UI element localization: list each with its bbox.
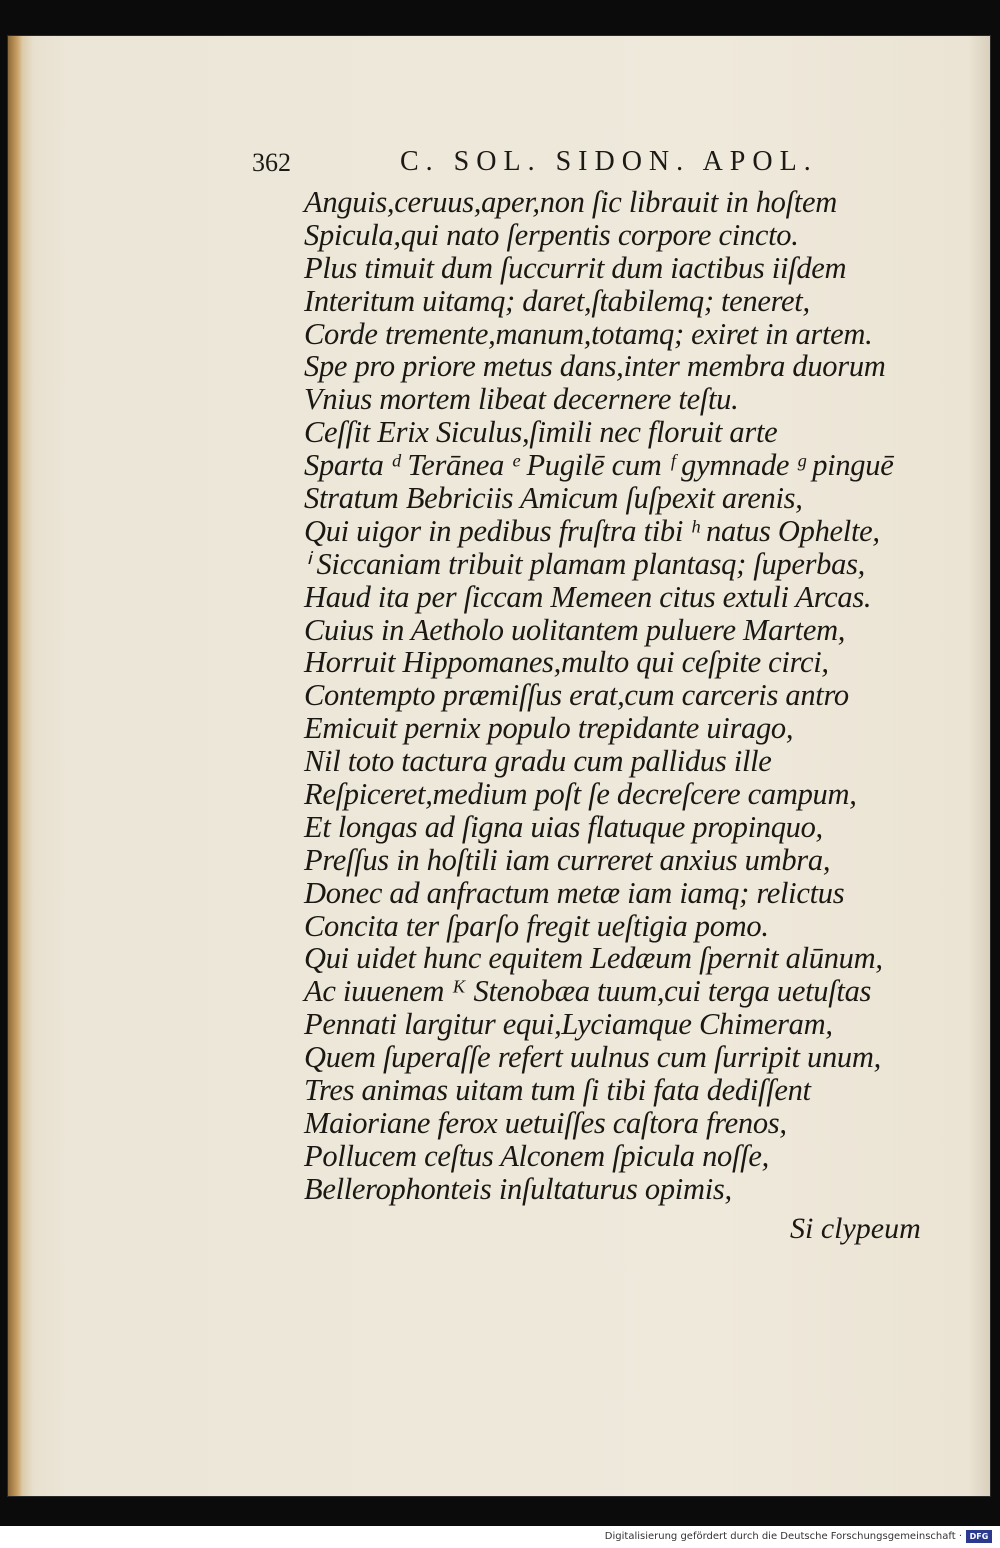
verse-line: Emicuit pernix populo trepidante uirago,: [304, 711, 794, 746]
verse-text: [304, 186, 954, 1206]
running-head: C. SOL. SIDON. APOL.: [400, 146, 818, 177]
verse-line: Anguis,ceruus,aper,non ſic librauit in hoſtem: [304, 185, 837, 219]
verse-line: Haud ita per ſiccam Memeen citus extuli Arcas.: [304, 579, 872, 614]
verse-line: Sparta ᵈ Terānea ᵉ Pugilē cum ᶠ gymnade ᵍ pinguē: [304, 448, 894, 483]
verse-line: Maioriane ferox uetuiſſes caſtora frenos,: [304, 1105, 787, 1140]
verse-line: Bellerophonteis inſultaturus opimis,: [304, 1171, 732, 1206]
verse-line: Plus timuit dum ſuccurrit dum iactibus iiſdem: [304, 250, 847, 285]
verse-line: Qui uigor in pedibus fruſtra tibi ʰ natus Ophelte,: [304, 513, 880, 548]
verse-line: Vnius mortem libeat decernere teſtu.: [304, 382, 739, 417]
verse-line: Corde tremente,manum,totamq; exiret in artem.: [304, 316, 873, 351]
verse-line: Preſſus in hoſtili iam curreret anxius umbra,: [304, 842, 831, 877]
verse-line: Qui uidet hunc equitem Ledæum ſpernit alūnum,: [304, 941, 883, 976]
funding-credit: Digitalisierung gefördert durch die Deutsche Forschungsgemeinschaft ·: [604, 1531, 962, 1542]
verse-line: Cuius in Aetholo uolitantem puluere Martem,: [304, 612, 846, 647]
verse-line: Spicula,qui nato ſerpentis corpore cincto.: [304, 217, 799, 252]
page-number: 362: [252, 148, 291, 177]
verse-line: Tres animas uitam tum ſi tibi fata dediſſent: [304, 1073, 811, 1108]
verse-line: Quem ſuperaſſe refert uulnus cum ſurripit unum,: [304, 1040, 881, 1075]
page-gutter: [8, 36, 22, 1496]
verse-line: Donec ad anfractum metæ iam iamq; relictus: [304, 875, 845, 910]
verse-line: Ac iuuenem ᴷ Stenobæa tuum,cui terga uetuſtas: [304, 974, 872, 1009]
dfg-logo-icon: DFG: [966, 1530, 992, 1543]
verse-line: Contempto præmiſſus erat,cum carceris antro: [304, 678, 849, 713]
verse-line: Horruit Hippomanes,multo qui ceſpite circi,: [304, 645, 829, 680]
verse-line: Spe pro priore metus dans,inter membra duorum: [304, 349, 886, 384]
verse-line: Pennati largitur equi,Lyciamque Chimeram,: [304, 1007, 833, 1042]
verse-line: Stratum Bebriciis Amicum ſuſpexit arenis,: [304, 481, 803, 516]
catchword: Si clypeum: [790, 1212, 921, 1245]
verse-line: Concita ter ſparſo fregit ueſtigia pomo.: [304, 908, 769, 943]
verse-line: Et longas ad ſigna uias flatuque propinquo,: [304, 809, 823, 844]
verse-line: ⁱ Siccaniam tribuit plamam plantasq; ſuperbas,: [304, 546, 865, 581]
verse-line: Nil toto tactura gradu cum pallidus ille: [304, 744, 772, 779]
verse-line: Reſpiceret,medium poſt ſe decreſcere campum,: [304, 777, 857, 812]
verse-line: Interitum uitamq; daret,ſtabilemq; teneret,: [304, 283, 810, 318]
verse-line: Pollucem ceſtus Alconem ſpicula noſſe,: [304, 1138, 769, 1173]
verse-line: Ceſſit Erix Siculus,ſimili nec floruit arte: [304, 415, 778, 450]
